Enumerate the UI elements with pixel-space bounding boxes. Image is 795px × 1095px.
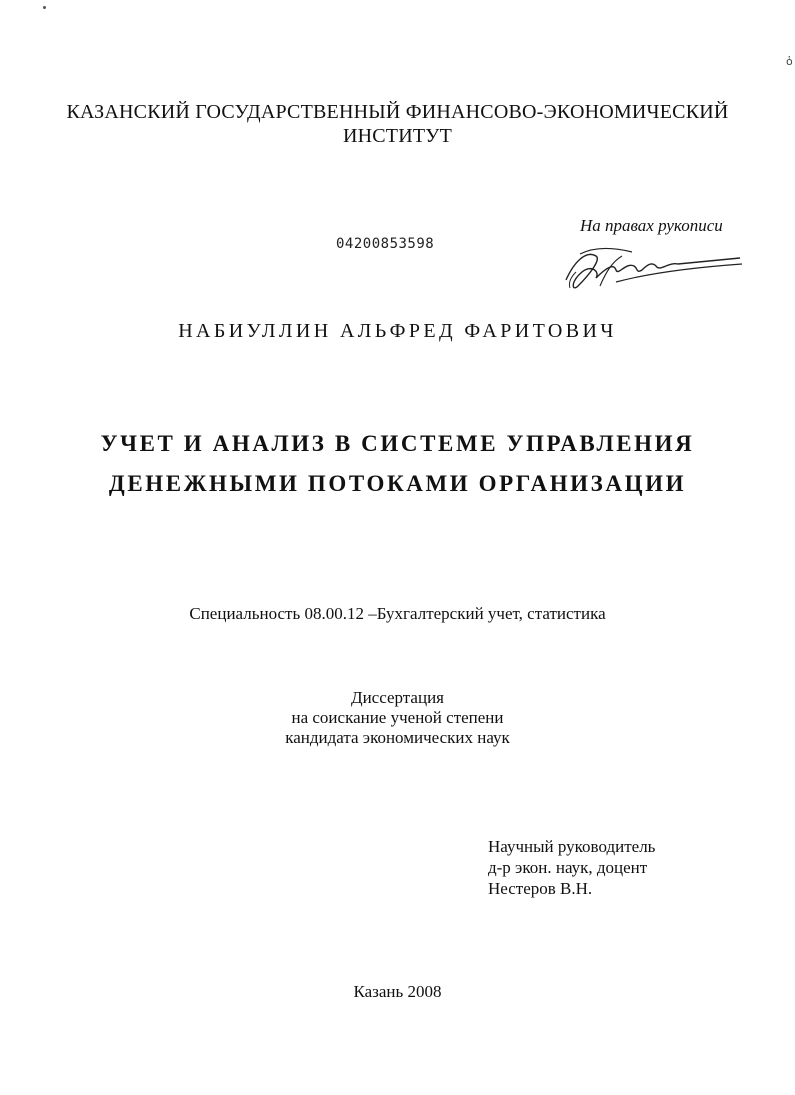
- scan-speck: [43, 6, 46, 9]
- degree-line-1: Диссертация: [350, 688, 444, 707]
- catalog-code: 04200853598: [336, 236, 435, 252]
- institute-name: [0, 100, 795, 148]
- institute-line-1: КАЗАНСКИЙ ГОСУДАРСТВЕННЫЙ ФИНАНСОВО-ЭКОНОМИЧЕСКИЙ: [66, 101, 729, 123]
- rights-note: На правах рукописи: [580, 216, 723, 235]
- specialty: Специальность 08.00.12 –Бухгалтерский учет, статистика: [189, 604, 606, 623]
- institute-line-2: ИНСТИТУТ: [342, 125, 453, 147]
- scan-mark: ὁ: [786, 55, 793, 68]
- signature-icon: [556, 242, 746, 296]
- dissertation-title: [0, 424, 795, 504]
- degree-line-3: кандидата экономических наук: [285, 728, 510, 747]
- city-year: Казань 2008: [353, 982, 442, 1001]
- supervisor-block: [488, 836, 655, 899]
- supervisor-line-3: Нестеров В.Н.: [488, 879, 593, 898]
- title-line-1: УЧЕТ И АНАЛИЗ В СИСТЕМЕ УПРАВЛЕНИЯ: [100, 431, 695, 456]
- supervisor-line-2: д-р экон. наук, доцент: [488, 858, 648, 877]
- degree-info: [0, 688, 795, 748]
- author-name: НАБИУЛЛИН АЛЬФРЕД ФАРИТОВИЧ: [178, 320, 617, 342]
- supervisor-line-1: Научный руководитель: [488, 837, 656, 856]
- title-line-2: ДЕНЕЖНЫМИ ПОТОКАМИ ОРГАНИЗАЦИИ: [108, 471, 687, 496]
- degree-line-2: на соискание ученой степени: [291, 708, 504, 727]
